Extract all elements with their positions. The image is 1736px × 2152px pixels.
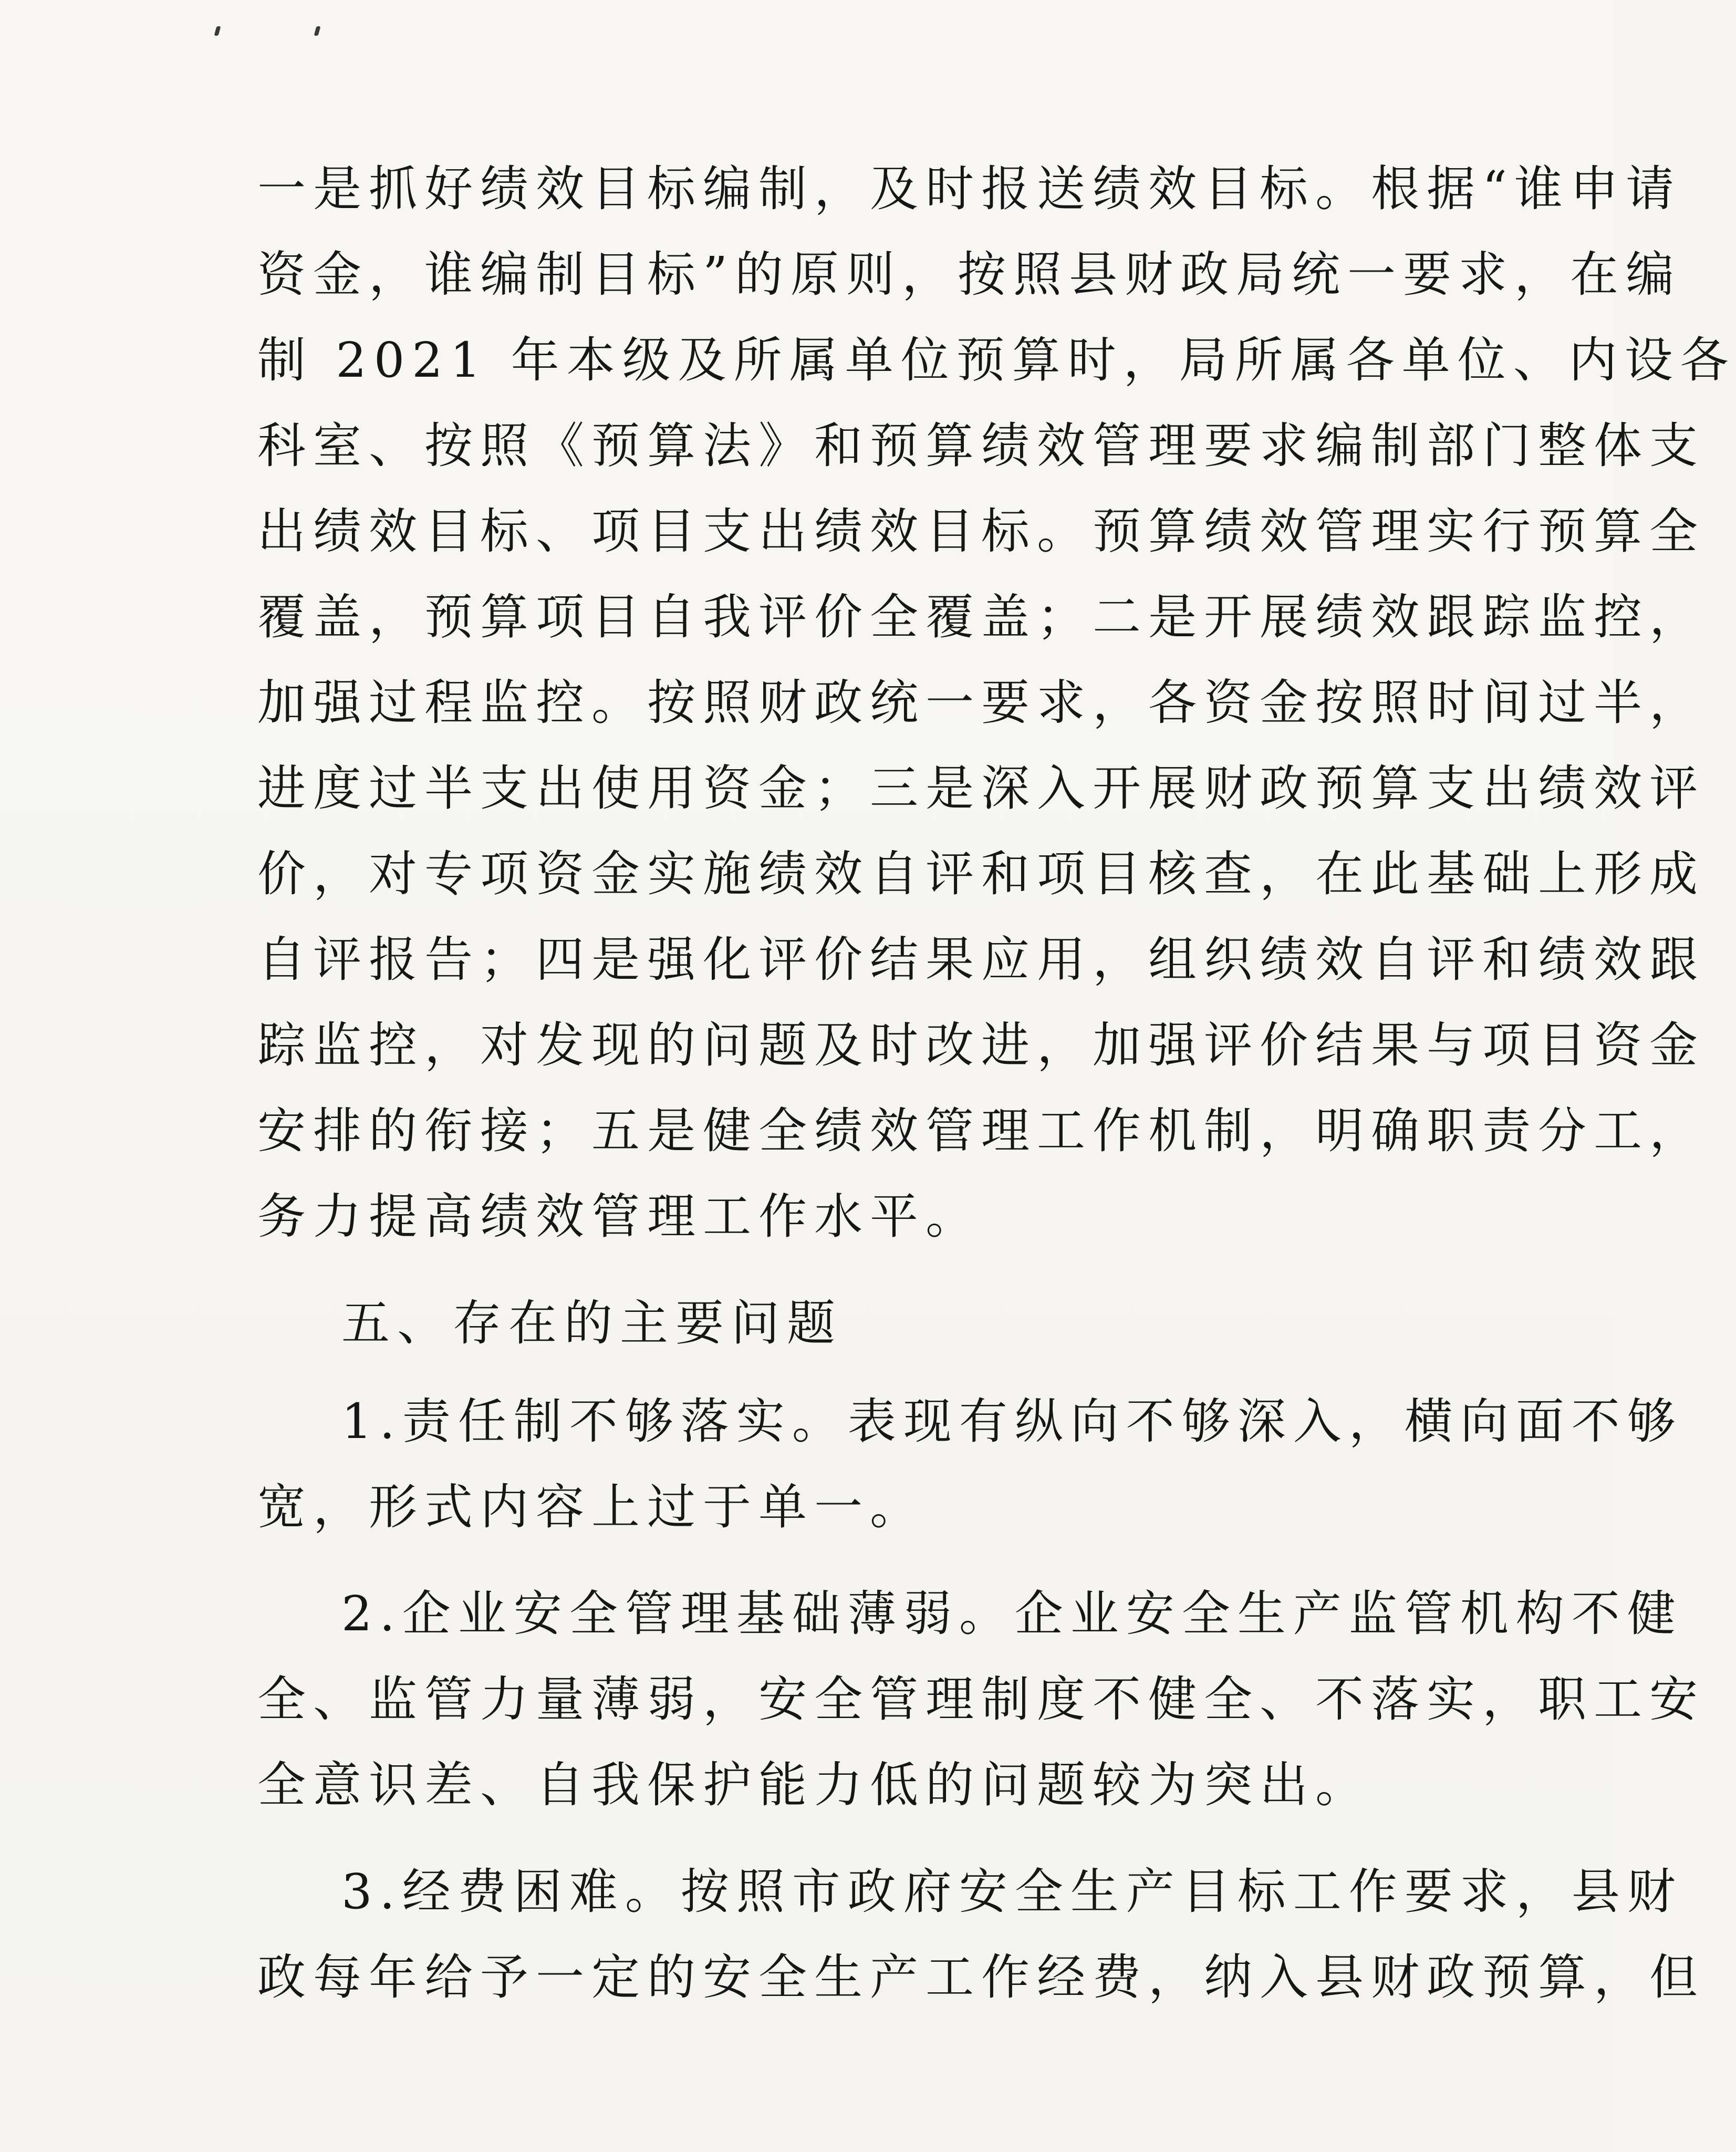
text-line: 覆盖，预算项目自我评价全覆盖；二是开展绩效跟踪监控，	[257, 589, 1706, 645]
text-line: 2.企业安全管理基础薄弱。企业安全生产监管机构不健	[341, 1586, 1683, 1642]
text-line: 安排的衔接；五是健全绩效管理工作机制，明确职责分工，	[257, 1103, 1706, 1159]
text-line: 踪监控，对发现的问题及时改进，加强评价结果与项目资金	[257, 1017, 1706, 1073]
scan-marks	[215, 26, 331, 47]
text-line: 务力提高绩效管理工作水平。	[257, 1188, 982, 1245]
text-line: 加强过程监控。按照财政统一要求，各资金按照时间过半，	[257, 675, 1706, 731]
text-line: 价，对专项资金实施绩效自评和项目核查，在此基础上形成	[257, 846, 1706, 902]
section-heading: 五、存在的主要问题	[341, 1295, 843, 1351]
text-line: 进度过半支出使用资金；三是深入开展财政预算支出绩效评	[257, 760, 1706, 816]
document-body	[257, 146, 1736, 2020]
text-line: 自评报告；四是强化评价结果应用，组织绩效自评和绩效跟	[257, 932, 1706, 988]
text-line: 全、监管力量薄弱，安全管理制度不健全、不落实，职工安	[257, 1671, 1706, 1727]
text-line: 1.责任制不够落实。表现有纵向不够深入，横向面不够	[341, 1393, 1683, 1450]
list-item-2	[257, 1571, 1706, 1828]
paragraph-performance-measures	[257, 146, 1736, 1259]
text-line: 政每年给予一定的安全生产工作经费，纳入县财政预算，但	[257, 1949, 1706, 2005]
text-line: 出绩效目标、项目支出绩效目标。预算绩效管理实行预算全	[257, 503, 1706, 560]
text-line: 一是抓好绩效目标编制，及时报送绩效目标。根据“谁申请	[257, 161, 1682, 217]
scan-mark	[214, 26, 221, 36]
list-item-3	[257, 1849, 1706, 2020]
text-line: 全意识差、自我保护能力低的问题较为突出。	[257, 1757, 1371, 1813]
text-line: 资金，谁编制目标”的原则，按照县财政局统一要求，在编	[257, 246, 1682, 303]
text-line: 制 2021 年本级及所属单位预算时，局所属各单位、内设各	[257, 332, 1736, 388]
text-line: 3.经费困难。按照市政府安全生产目标工作要求，县财	[341, 1864, 1683, 1920]
text-line: 科室、按照《预算法》和预算绩效管理要求编制部门整体支	[257, 418, 1706, 474]
scan-mark	[314, 26, 321, 36]
text-line: 宽，形式内容上过于单一。	[257, 1479, 926, 1535]
list-item-1	[257, 1379, 1683, 1550]
